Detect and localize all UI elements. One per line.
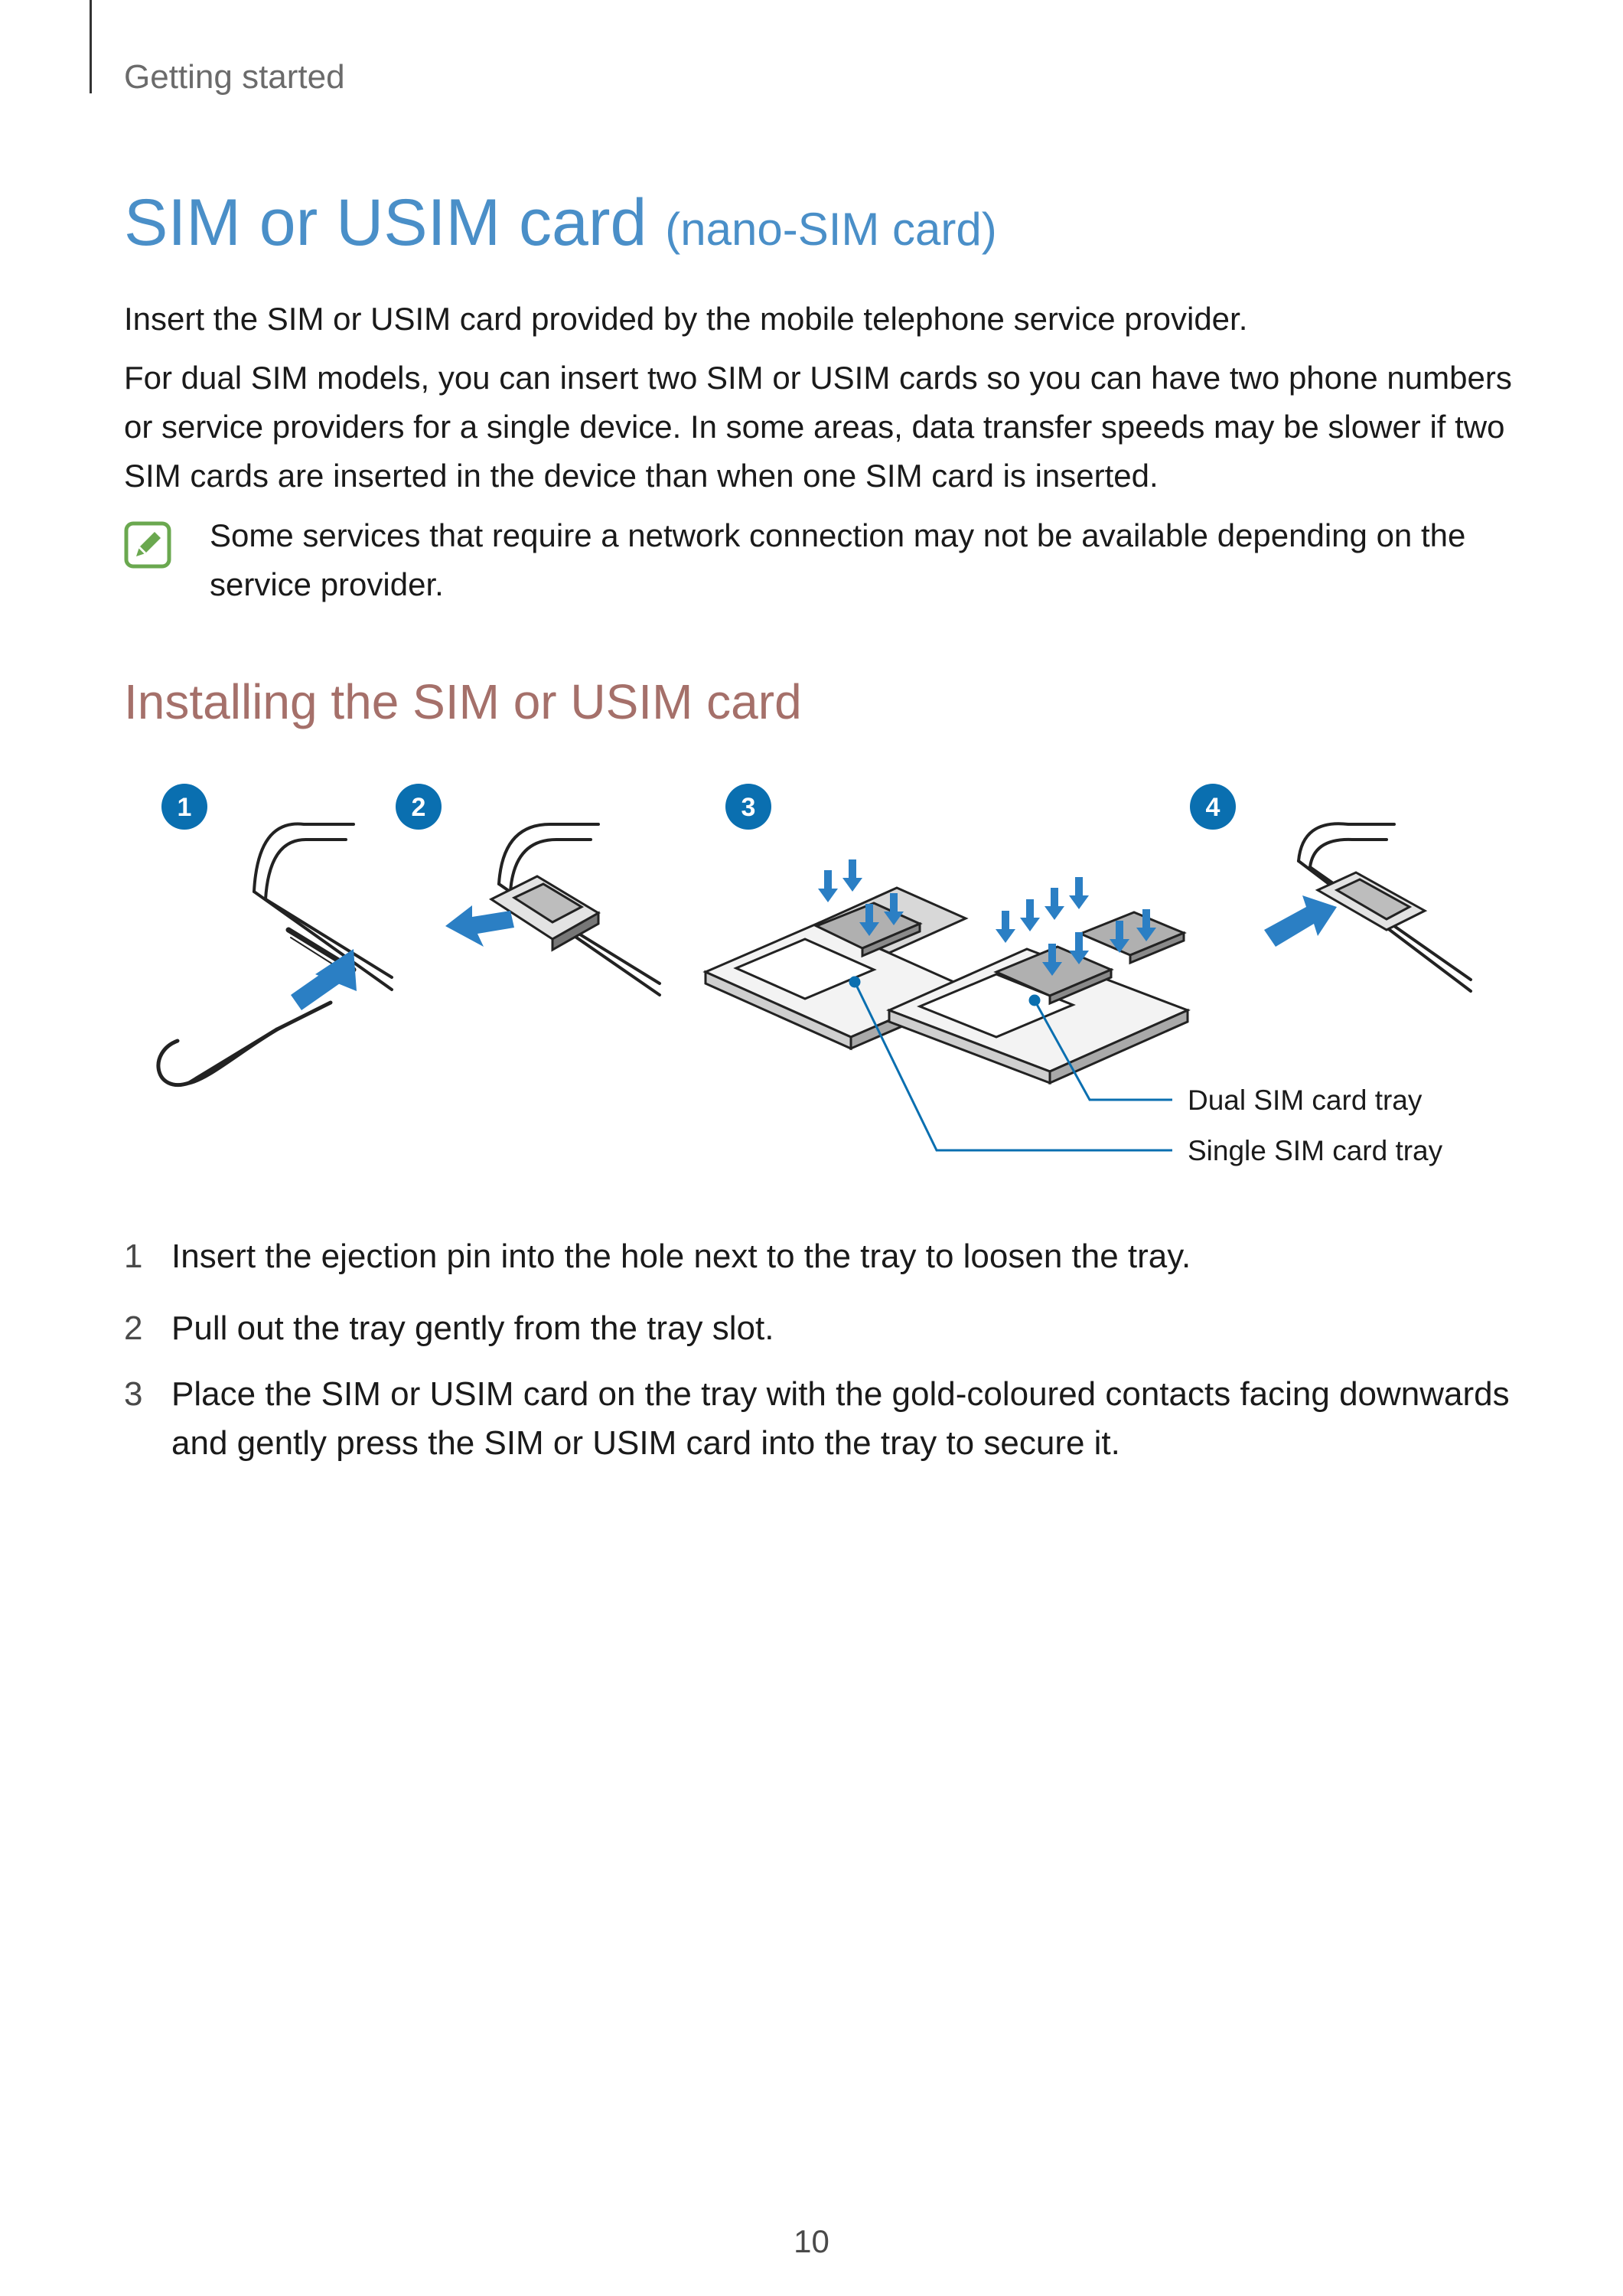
section-heading: Installing the SIM or USIM card bbox=[124, 674, 802, 729]
sim-install-illustration bbox=[124, 777, 1501, 1205]
step-number-3: 3 bbox=[124, 1375, 143, 1413]
step-text-2: Pull out the tray gently from the tray slot. bbox=[171, 1309, 774, 1347]
single-tray-label: Single SIM card tray bbox=[1188, 1135, 1443, 1166]
page-number: 10 bbox=[794, 2223, 829, 2259]
phone-corner-1 bbox=[254, 824, 392, 990]
ejection-pin bbox=[158, 1003, 331, 1085]
step-badge-2 bbox=[396, 784, 442, 830]
title-sub: (nano-SIM card) bbox=[665, 204, 997, 255]
svg-text:2: 2 bbox=[411, 793, 426, 822]
dual-tray-label: Dual SIM card tray bbox=[1188, 1084, 1423, 1116]
page-title bbox=[124, 185, 997, 261]
intro-paragraph-2: For dual SIM models, you can insert two SIM or USIM cards so you can have two phone numbers or service providers for a single device. In some areas, data transfer speeds may be slower if two SIM cards are inserted in the device than when one SIM card is inserted. bbox=[124, 360, 1512, 494]
intro-paragraph-1: Insert the SIM or USIM card provided by the mobile telephone service provider. bbox=[124, 301, 1248, 337]
step-number-1: 1 bbox=[124, 1238, 143, 1275]
insert-arrow-4 bbox=[1264, 895, 1337, 947]
inserted-tray bbox=[1318, 872, 1425, 930]
pull-arrow bbox=[445, 905, 514, 947]
svg-text:1: 1 bbox=[177, 793, 192, 822]
title-main: SIM or USIM card bbox=[124, 186, 647, 259]
note-text: Some services that require a network connection may not be available depending on the service provider. bbox=[210, 517, 1466, 602]
step-badge-1 bbox=[161, 784, 207, 830]
section-header: Getting started bbox=[124, 58, 345, 96]
corner-rule bbox=[90, 0, 92, 93]
step-number-2: 2 bbox=[124, 1309, 143, 1347]
sim-card-dual-2 bbox=[1080, 912, 1184, 963]
svg-text:4: 4 bbox=[1205, 793, 1221, 822]
svg-text:3: 3 bbox=[741, 793, 756, 822]
step-text-1: Insert the ejection pin into the hole next to the tray to loosen the tray. bbox=[171, 1238, 1191, 1275]
step-text-3: Place the SIM or USIM card on the tray with the gold-coloured contacts facing downwards and gently press the SIM or USIM card into the tray to secure it. bbox=[171, 1375, 1510, 1462]
step-badge-4 bbox=[1190, 784, 1236, 830]
step-badge-3 bbox=[725, 784, 771, 830]
note-pencil-icon bbox=[124, 521, 171, 569]
